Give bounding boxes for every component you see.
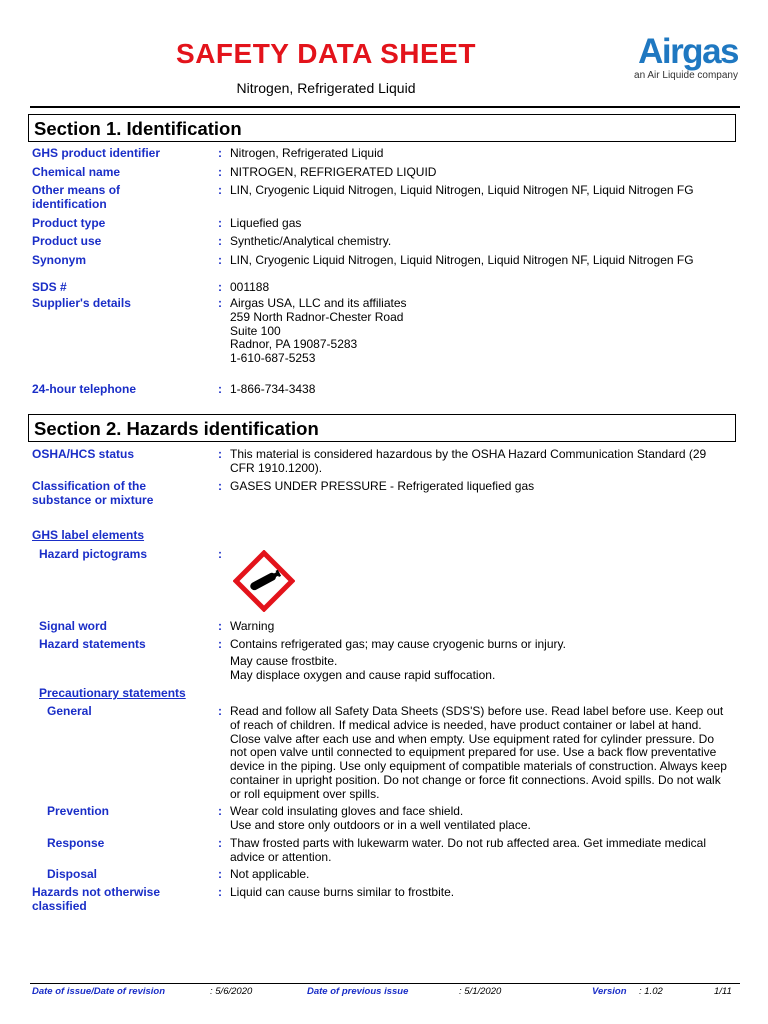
row-value: Airgas USA, LLC and its affiliates 259 North Radnor-Chester Road Suite 100 Radnor, PA 19087-5283 1-610-687-5253 (230, 296, 407, 366)
row-label: SDS # (32, 280, 67, 294)
row-label: GHS product identifier (32, 146, 161, 160)
row-label: Product type (32, 216, 106, 230)
page-number: 1/11 (714, 986, 732, 997)
row-label: Supplier's details (32, 296, 131, 310)
gas-cylinder-icon (233, 550, 295, 612)
logo-wordmark: Airgas (638, 32, 738, 71)
row-value: LIN, Cryogenic Liquid Nitrogen, Liquid Nitrogen, Liquid Nitrogen NF, Liquid Nitrogen FG (230, 183, 694, 197)
row-value: Not applicable. (230, 867, 310, 881)
airgas-logo (634, 34, 738, 81)
section-1-heading: Section 1. Identification (28, 114, 736, 142)
row-value: Liquid can cause burns similar to frostbite. (230, 885, 455, 899)
issue-date-label: Date of issue/Date of revision (32, 986, 166, 997)
document-title: SAFETY DATA SHEET (176, 38, 476, 69)
row-value: Read and follow all Safety Data Sheets (SDS'S) before use. Read label before use. Keep out of reach of children. If medical advice is needed, have product container or label at hand. Close valve after each use and when empty. Use equipment rated for cylinder pressure. Do not open valve until connected to equipment prepared for use. Use a back flow preventative device in the piping. Use only equipment of compatible materials of construction. Always keep container in upright position. Do not change or force fit connections. Avoid spills. Do not walk or roll equipment over spills. (230, 704, 727, 801)
row-label: 24-hour telephone (32, 382, 137, 396)
previous-issue-value: : 5/1/2020 (459, 986, 502, 997)
row-label: Synonym (32, 253, 87, 267)
row-label: Precautionary statements (39, 686, 186, 700)
row-value: LIN, Cryogenic Liquid Nitrogen, Liquid Nitrogen, Liquid Nitrogen NF, Liquid Nitrogen FG (230, 253, 694, 267)
header-divider (30, 106, 740, 108)
row-label: Hazard statements (39, 637, 146, 651)
row-value: 1-866-734-3438 (230, 382, 316, 396)
section-2-heading: Section 2. Hazards identification (28, 414, 736, 442)
row-label: Hazard pictograms (39, 547, 148, 561)
row-value: Nitrogen, Refrigerated Liquid (230, 146, 384, 160)
row-label: Classification of the substance or mixture (32, 479, 154, 507)
row-value: Wear cold insulating gloves and face shield. Use and store only outdoors or in a well ventilated place. (230, 804, 531, 832)
row-label: Hazards not otherwise classified (32, 885, 161, 913)
row-label: OSHA/HCS status (32, 447, 135, 461)
row-label: Prevention (47, 804, 110, 818)
version-value: : 1.02 (639, 986, 663, 997)
row-label: Chemical name (32, 165, 121, 179)
row-label: Disposal (47, 867, 98, 881)
row-value: GASES UNDER PRESSURE - Refrigerated liquefied gas (230, 479, 535, 493)
row-label: Other means of identification (32, 183, 121, 211)
row-value: Liquefied gas (230, 216, 302, 230)
logo-tagline: an Air Liquide company (634, 70, 738, 81)
previous-issue-label: Date of previous issue (307, 986, 409, 997)
row-label: Response (47, 836, 105, 850)
product-subtitle: Nitrogen, Refrigerated Liquid (236, 80, 416, 96)
row-label: GHS label elements (32, 528, 145, 542)
row-value: NITROGEN, REFRIGERATED LIQUID (230, 165, 437, 179)
row-label: Signal word (39, 619, 108, 633)
row-value: Synthetic/Analytical chemistry. (230, 234, 392, 248)
row-label: Product use (32, 234, 102, 248)
row-value: This material is considered hazardous by the OSHA Hazard Communication Standard (29 CFR 1910.1200). (230, 447, 707, 475)
row-value: Thaw frosted parts with lukewarm water. Do not rub affected area. Get immediate medical advice or attention. (230, 836, 706, 864)
issue-date-value: : 5/6/2020 (210, 986, 253, 997)
row-value: Contains refrigerated gas; may cause cryogenic burns or injury. May cause frostbite. May displace oxygen and cause rapid suffocation. (230, 637, 566, 682)
version-label: Version (592, 986, 627, 997)
row-label: General (47, 704, 92, 718)
row-value: 001188 (230, 280, 270, 294)
row-value: Warning (230, 619, 275, 633)
footer-divider (30, 983, 740, 984)
